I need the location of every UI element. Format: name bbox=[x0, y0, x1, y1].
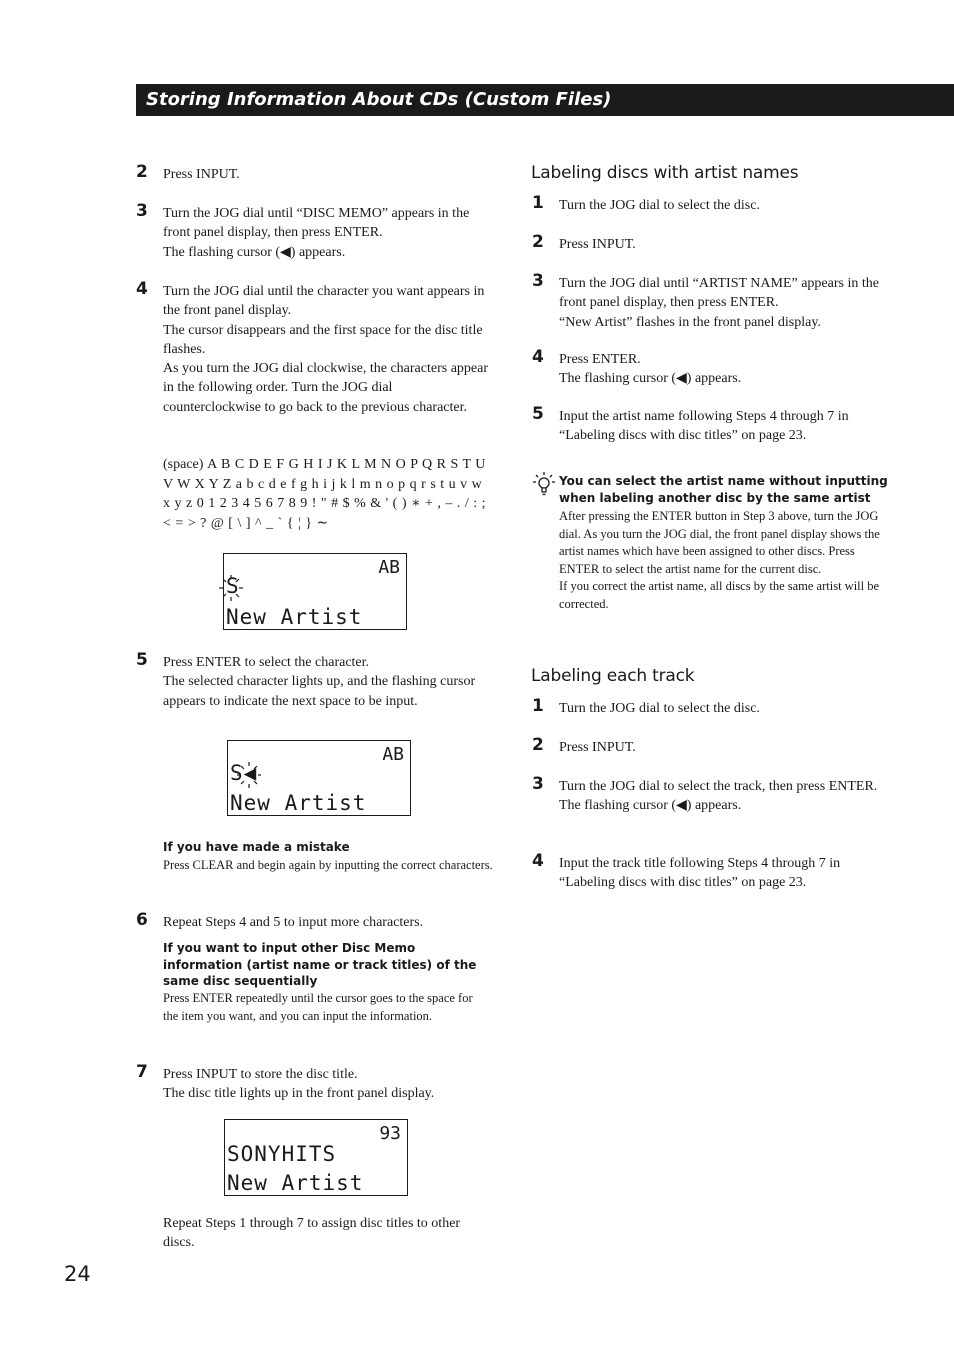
step-number: 3 bbox=[136, 201, 148, 221]
step-text: The cursor disappears and the first space for the disc title flashes. bbox=[163, 322, 483, 357]
step-6 bbox=[136, 910, 493, 932]
step-text: Turn the JOG dial until “DISC MEMO” appears in the front panel display, then press ENTER. bbox=[163, 206, 470, 241]
artist-step-4 bbox=[532, 347, 889, 389]
step-7 bbox=[136, 1062, 493, 1104]
step-5 bbox=[136, 650, 493, 711]
lcd-display-3 bbox=[224, 1119, 408, 1196]
mistake-note-body: Press CLEAR and begin again by inputting the correct characters. bbox=[163, 858, 493, 872]
tip-title: You can select the artist name without inputting when labeling another disc by the same artist bbox=[559, 474, 888, 505]
step-number: 2 bbox=[532, 232, 544, 252]
lcd-disc-number: AB bbox=[382, 744, 404, 765]
lcd-line-1: SONYHITS bbox=[227, 1142, 337, 1166]
step-text: Press INPUT. bbox=[559, 740, 636, 755]
step-2 bbox=[136, 162, 493, 184]
step-number: 2 bbox=[136, 162, 148, 182]
step-number: 1 bbox=[532, 193, 544, 213]
step-number: 4 bbox=[136, 279, 148, 299]
tip-paragraph: If you correct the artist name, all discs by the same artist will be corrected. bbox=[559, 579, 880, 611]
lcd-line-2: New Artist bbox=[227, 1171, 364, 1195]
mistake-note-title: If you have made a mistake bbox=[163, 840, 350, 854]
track-step-1 bbox=[532, 696, 889, 718]
other-info-note-title: If you want to input other Disc Memo information (artist name or track titles) of the same disc sequentially bbox=[163, 941, 477, 988]
lcd-disc-number: AB bbox=[378, 557, 400, 578]
step-text: The flashing cursor (◀) appears. bbox=[559, 371, 742, 387]
step-text: The flashing cursor (◀) appears. bbox=[559, 798, 742, 814]
step-number: 3 bbox=[532, 271, 544, 291]
track-step-4 bbox=[532, 851, 889, 893]
step-number: 3 bbox=[532, 774, 544, 794]
step-text: Input the artist name following Steps 4 through 7 in “Labeling discs with disc titles” on page 23. bbox=[559, 409, 849, 444]
step-text: The flashing cursor (◀) appears. bbox=[163, 244, 346, 260]
lcd-display-1 bbox=[223, 553, 407, 630]
lcd-disc-number: 93 bbox=[379, 1123, 401, 1144]
step-text: Input the track title following Steps 4 through 7 in “Labeling discs with disc titles” on page 23. bbox=[559, 856, 841, 891]
page-number: 24 bbox=[64, 1262, 91, 1286]
character-set: (space) A B C D E F G H I J K L M N O P Q R S T U V W X Y Z a b c d e f g h i j k l m n o p q r s t u v w x y z 0 1 2 3 4 5 6 7 8 9 ! " # $ % & ' ( ) ∗ + , – . / : ; < = > ? @ [ \ ] ^ _ ` { ¦ } ∼ bbox=[163, 457, 486, 531]
step-number: 4 bbox=[532, 851, 544, 871]
step-text: Turn the JOG dial to select the disc. bbox=[559, 701, 760, 716]
lcd-line-2: New Artist bbox=[226, 605, 363, 629]
lcd-line-2: New Artist bbox=[230, 791, 367, 815]
step-text: Press ENTER to select the character. bbox=[163, 655, 370, 670]
artist-step-3 bbox=[532, 271, 889, 332]
step-number: 6 bbox=[136, 910, 148, 930]
step-text: As you turn the JOG dial clockwise, the characters appear in the following order. Turn the JOG dial counterclockwise to go back to the previous character. bbox=[163, 361, 488, 415]
step-text: The selected character lights up, and the flashing cursor appears to indicate the next space to be input. bbox=[163, 674, 476, 709]
step-number: 7 bbox=[136, 1062, 148, 1082]
artist-step-2 bbox=[532, 232, 889, 254]
tip-paragraph: After pressing the ENTER button in Step 3 above, turn the JOG dial. As you turn the JOG dial, the front panel display shows the artist names which have been assigned to other discs. Press ENTER to select the artist name for the current disc. bbox=[559, 509, 880, 576]
step-text: Press INPUT to store the disc title. bbox=[163, 1067, 358, 1082]
heading-each-track: Labeling each track bbox=[531, 666, 695, 686]
step-number: 4 bbox=[532, 347, 544, 367]
step-4 bbox=[136, 279, 493, 417]
step-text: Press INPUT. bbox=[163, 167, 240, 182]
tip-body bbox=[559, 508, 889, 614]
step-number: 5 bbox=[532, 404, 544, 424]
track-step-2 bbox=[532, 735, 889, 757]
step-number: 5 bbox=[136, 650, 148, 670]
step-text: Turn the JOG dial until “ARTIST NAME” appears in the front panel display, then press ENTER. bbox=[559, 276, 879, 311]
heading-artist-names: Labeling discs with artist names bbox=[531, 163, 799, 183]
step-text: Repeat Steps 1 through 7 to assign disc titles to other discs. bbox=[163, 1216, 461, 1251]
lcd-display-2 bbox=[227, 740, 411, 816]
section-banner: Storing Information About CDs (Custom Files) bbox=[136, 84, 954, 116]
track-step-3 bbox=[532, 774, 889, 816]
step-text: The disc title lights up in the front panel display. bbox=[163, 1086, 435, 1102]
step-text: Turn the JOG dial to select the disc. bbox=[559, 198, 760, 213]
step-number: 1 bbox=[532, 696, 544, 716]
artist-step-1 bbox=[532, 193, 889, 215]
step-3 bbox=[136, 201, 493, 262]
lcd-line-1: S◀ bbox=[230, 761, 258, 785]
other-info-note-body: Press ENTER repeatedly until the cursor goes to the space for the item you want, and you can input the information. bbox=[163, 991, 473, 1023]
repeat-note bbox=[163, 1214, 493, 1253]
step-text: Turn the JOG dial to select the track, then press ENTER. bbox=[559, 779, 878, 794]
step-text: “New Artist” flashes in the front panel display. bbox=[559, 314, 821, 330]
step-text: Press INPUT. bbox=[559, 237, 636, 252]
step-text: Press ENTER. bbox=[559, 352, 641, 367]
step-text: Repeat Steps 4 and 5 to input more characters. bbox=[163, 915, 424, 930]
lightbulb-icon bbox=[533, 472, 555, 496]
lcd-line-1: S bbox=[226, 574, 240, 598]
step-number: 2 bbox=[532, 735, 544, 755]
artist-step-5 bbox=[532, 404, 889, 446]
step-text: Turn the JOG dial until the character you want appears in the front panel display. bbox=[163, 284, 485, 319]
